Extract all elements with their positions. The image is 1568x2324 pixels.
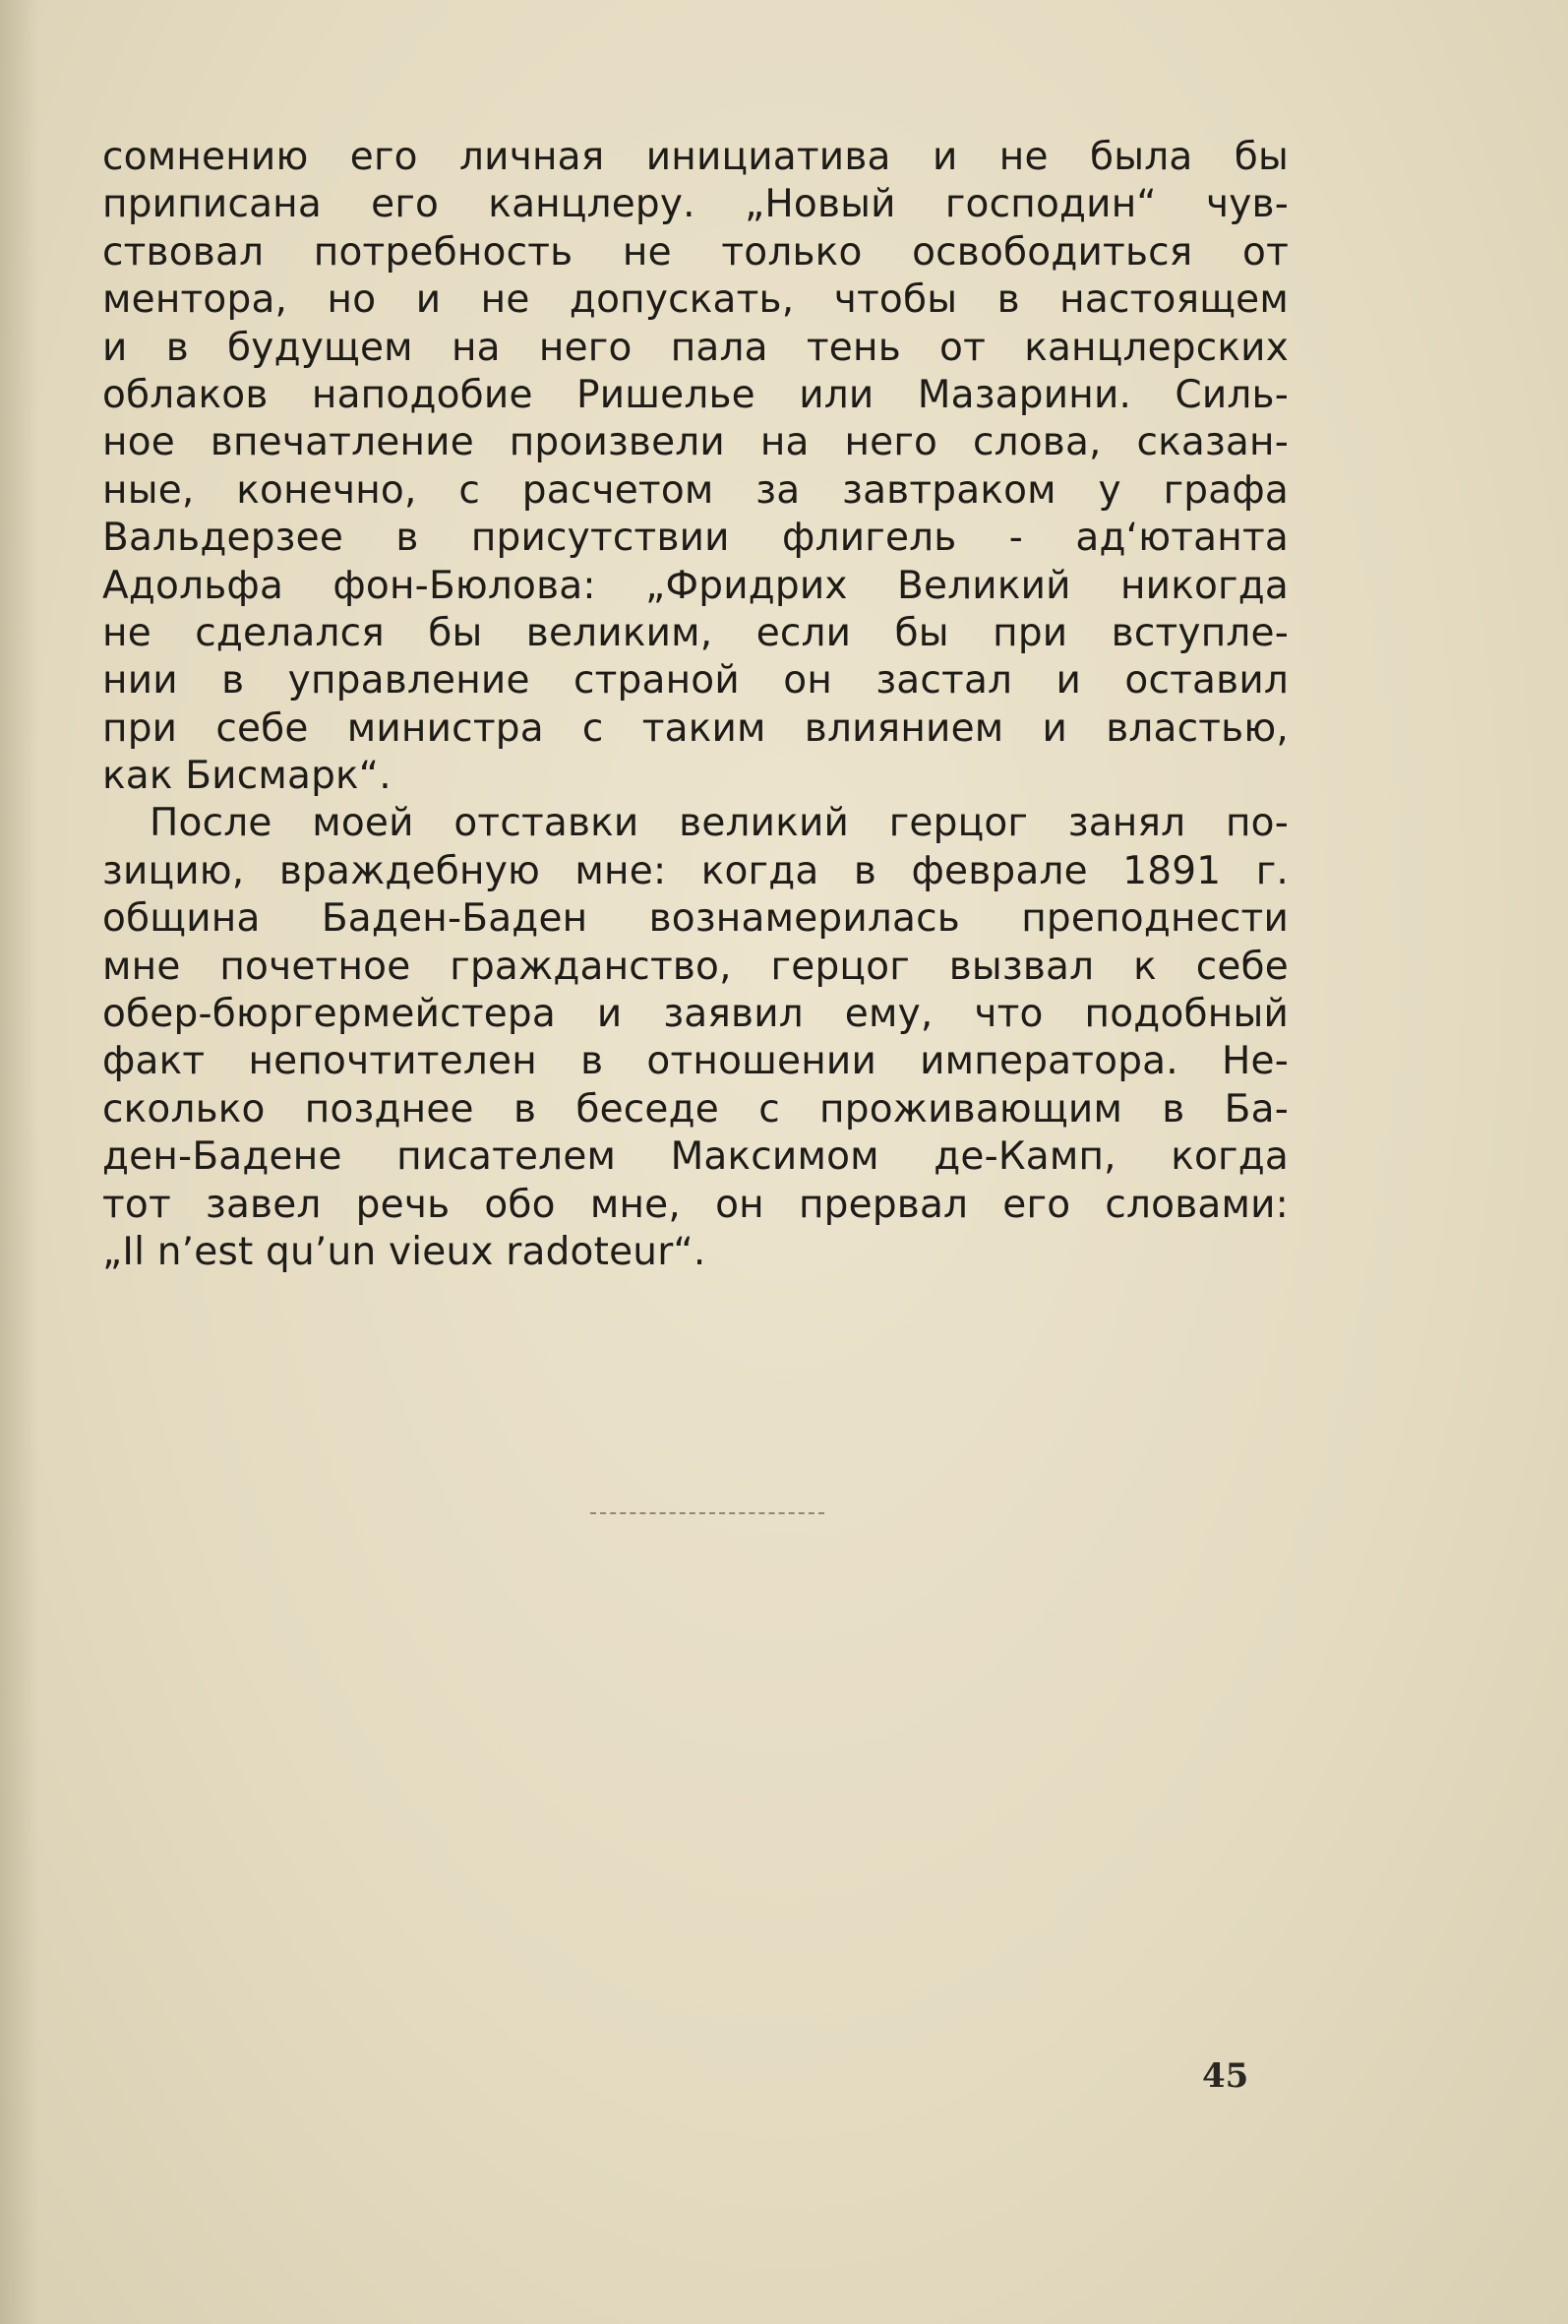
text-line: сомнению его личная инициатива и не была бы <box>102 135 1289 179</box>
page-number: 45 <box>1202 2056 1249 2096</box>
text-line: община Баден-Баден вознамерилась преподнести <box>102 896 1289 942</box>
section-end-rule <box>590 1512 824 1514</box>
text-line: ден-Бадене писателем Максимом де-Камп, когда <box>102 1134 1289 1180</box>
text-line: ные, конечно, с расчетом за завтраком у графа <box>102 467 1289 513</box>
text-line: при себе министра с таким влиянием и властью, <box>102 705 1289 751</box>
text-line: нии в управление страной он застал и оставил <box>102 658 1289 703</box>
text-line: не сделался бы великим, если бы при вступле- <box>102 610 1289 655</box>
text-line: „Il n’est qu’un vieux radoteur“. <box>102 1229 706 1274</box>
text-line: и в будущем на него пала тень от канцлерских <box>102 325 1289 370</box>
text-line: обер-бюргермейстера и заявил ему, что подобный <box>102 992 1289 1037</box>
text-line: ное впечатление произвели на него слова, сказан- <box>102 420 1289 465</box>
text-line: тот завел речь обо мне, он прервал его словами: <box>102 1182 1289 1227</box>
text-line: После моей отставки великий герцог занял по- <box>150 801 1289 846</box>
text-line: мне почетное гражданство, герцог вызвал к себе <box>102 944 1289 989</box>
text-line: приписана его канцлеру. „Новый господин“ чув- <box>102 182 1289 227</box>
text-line: зицию, враждебную мне: когда в феврале 1891 г. <box>102 848 1289 893</box>
text-line: ствовал потребность не только освободиться от <box>102 229 1289 275</box>
text-line: сколько позднее в беседе с проживающим в Ба- <box>102 1086 1289 1131</box>
paragraph-1 <box>102 134 1289 800</box>
body-text <box>102 134 1289 1276</box>
text-line: как Бисмарк“. <box>102 754 392 799</box>
text-line: факт непочтителен в отношении императора. Не- <box>102 1039 1289 1084</box>
paragraph-2 <box>102 800 1289 1276</box>
text-line: ментора, но и не допускать, чтобы в настоящем <box>102 277 1289 323</box>
text-line: Адольфа фон-Бюлова: „Фридрих Великий никогда <box>102 563 1289 608</box>
text-line: Вальдерзее в присутствии флигель - ад‘ютанта <box>102 516 1289 561</box>
page-edge-shadow <box>0 0 39 2324</box>
text-line: облаков наподобие Ришелье или Мазарини. Силь- <box>102 372 1289 417</box>
